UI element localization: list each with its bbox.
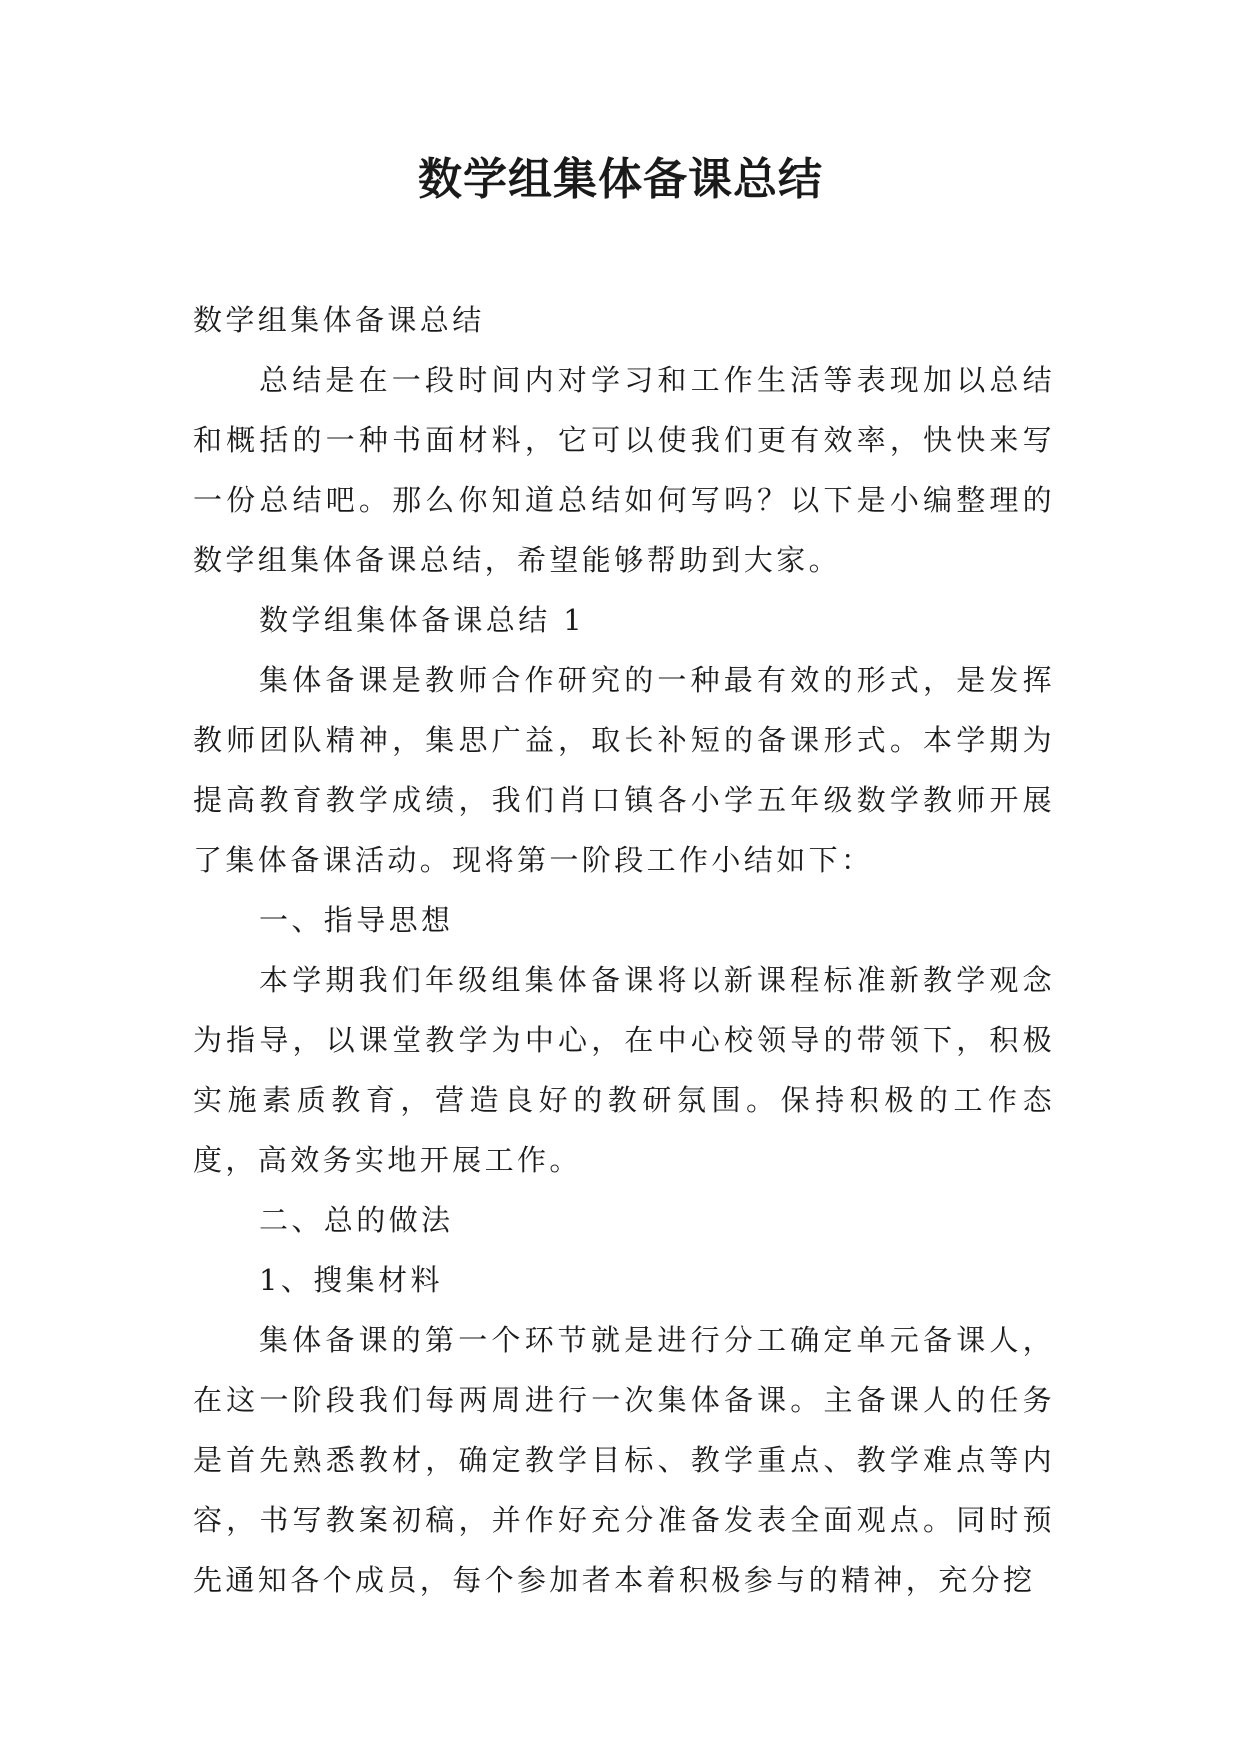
document-body [193, 290, 1055, 1610]
paragraph-subtitle: 数学组集体备课总结 [193, 303, 485, 337]
paragraph-body: 本学期我们年级组集体备课将以新课程标准新教学观念为指导，以课堂教学为中心，在中心校领导的带领下，积极实施素质教育，营造良好的教研氛围。保持积极的工作态度，高效务实地开展工作。 [193, 963, 1055, 1177]
paragraph-body: 集体备课的第一个环节就是进行分工确定单元备课人，在这一阶段我们每两周进行一次集体备课。主备课人的任务是首先熟悉教材，确定教学目标、教学重点、教学难点等内容，书写教案初稿，并作好充分准备发表全面观点。同时预先通知各个成员，每个参加者本着积极参与的精神，充分挖 [193, 1323, 1055, 1597]
paragraph-heading-general-method: 二、总的做法 [259, 1203, 454, 1237]
paragraph-intro: 总结是在一段时间内对学习和工作生活等表现加以总结和概括的一种书面材料，它可以使我们更有效率，快快来写一份总结吧。那么你知道总结如何写吗？以下是小编整理的数学组集体备课总结，希望能够帮助到大家。 [193, 363, 1055, 577]
paragraph-heading-collect-materials: 1、搜集材料 [259, 1263, 443, 1297]
paragraph-heading-guiding-thought: 一、指导思想 [259, 903, 454, 937]
paragraph-body: 集体备课是教师合作研究的一种最有效的形式，是发挥教师团队精神，集思广益，取长补短的备课形式。本学期为提高教育教学成绩，我们肖口镇各小学五年级数学教师开展了集体备课活动。现将第一阶段工作小结如下： [193, 663, 1055, 877]
document-title: 数学组集体备课总结 [418, 154, 823, 205]
paragraph-section-heading: 数学组集体备课总结 1 [259, 603, 586, 637]
